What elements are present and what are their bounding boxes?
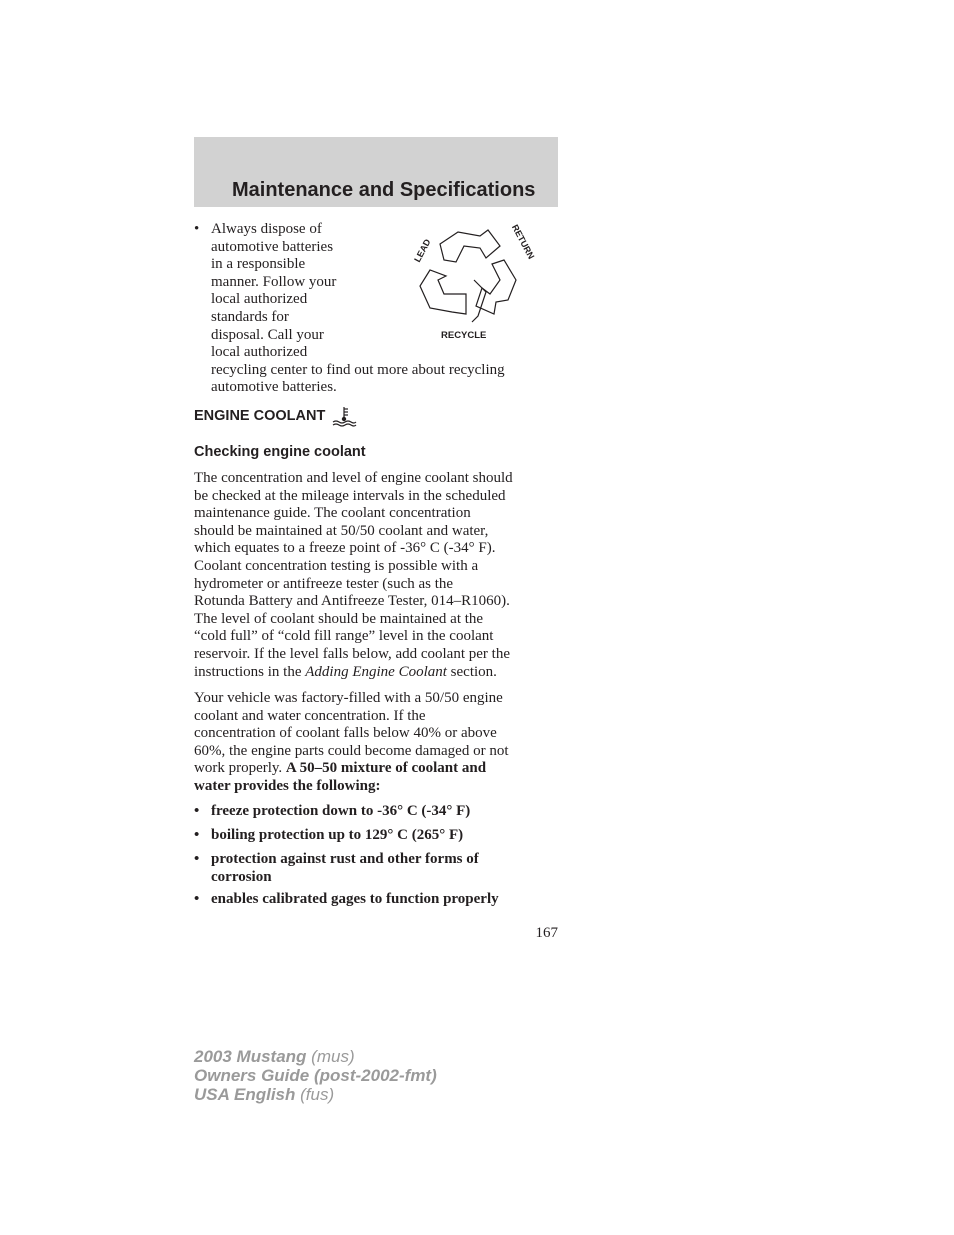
checking-coolant-subheading: Checking engine coolant: [194, 444, 366, 460]
section-title: Maintenance and Specifications: [232, 179, 536, 201]
coolant-temperature-icon: [331, 405, 357, 427]
coolant-paragraph-1: The concentration and level of engine coolant should be checked at the mileage intervals in the scheduled maintenance guide. The coolant concentration should be maintained at 50/50 coolant and water, which equates to a freeze point of -36° C (-34° F). Coolant concentration testing is possible with a hydrometer or antifreeze tester (such as the Rotunda Battery and Antifreeze Tester, 014–R1060). The level of coolant should be maintained at the “cold full” of “cold fill range” level in the coolant reservoir. If the level falls below, add coolant per the instructions in the Adding Engine Coolant section.: [194, 470, 513, 680]
benefit-item: • freeze protection down to -36° C (-34° F): [194, 803, 471, 819]
bullet-icon: •: [194, 891, 200, 907]
benefit-item: • protection against rust and other forms of corrosion: [194, 851, 479, 885]
battery-disposal-text: Always dispose of automotive batteries in a responsible manner. Follow your local authorized standards for disposal. Call your local authorized recycling center to find out more about recycling automotive batteries.: [211, 221, 505, 396]
recycle-label-return: RETURN: [509, 222, 537, 261]
adding-coolant-reference: Adding Engine Coolant: [305, 663, 447, 680]
benefit-item: • boiling protection up to 129° C (265° F): [194, 827, 464, 843]
engine-coolant-heading: [194, 405, 357, 427]
recycle-icon: [400, 222, 538, 344]
page-number: 167: [535, 925, 558, 941]
engine-coolant-title: ENGINE COOLANT: [194, 408, 326, 424]
benefit-item: • enables calibrated gages to function properly: [194, 891, 499, 907]
bullet-icon: •: [194, 221, 200, 237]
bullet-icon: •: [194, 827, 200, 843]
document-footer: 2003 Mustang (mus) Owners Guide (post-2002-fmt) USA English (fus): [194, 1047, 437, 1104]
recycle-label-lead: LEAD: [412, 237, 433, 264]
section-header: [194, 137, 558, 207]
bullet-icon: •: [194, 803, 200, 819]
coolant-paragraph-2: Your vehicle was factory-filled with a 50/50 engine coolant and water concentration. If the concentration of coolant falls below 40% or above 60%, the engine parts could become damaged or not work properly. A 50–50 mixture of coolant and water provides the following:: [194, 690, 509, 794]
bullet-icon: •: [194, 851, 200, 867]
recycle-label-recycle: RECYCLE: [441, 330, 487, 341]
